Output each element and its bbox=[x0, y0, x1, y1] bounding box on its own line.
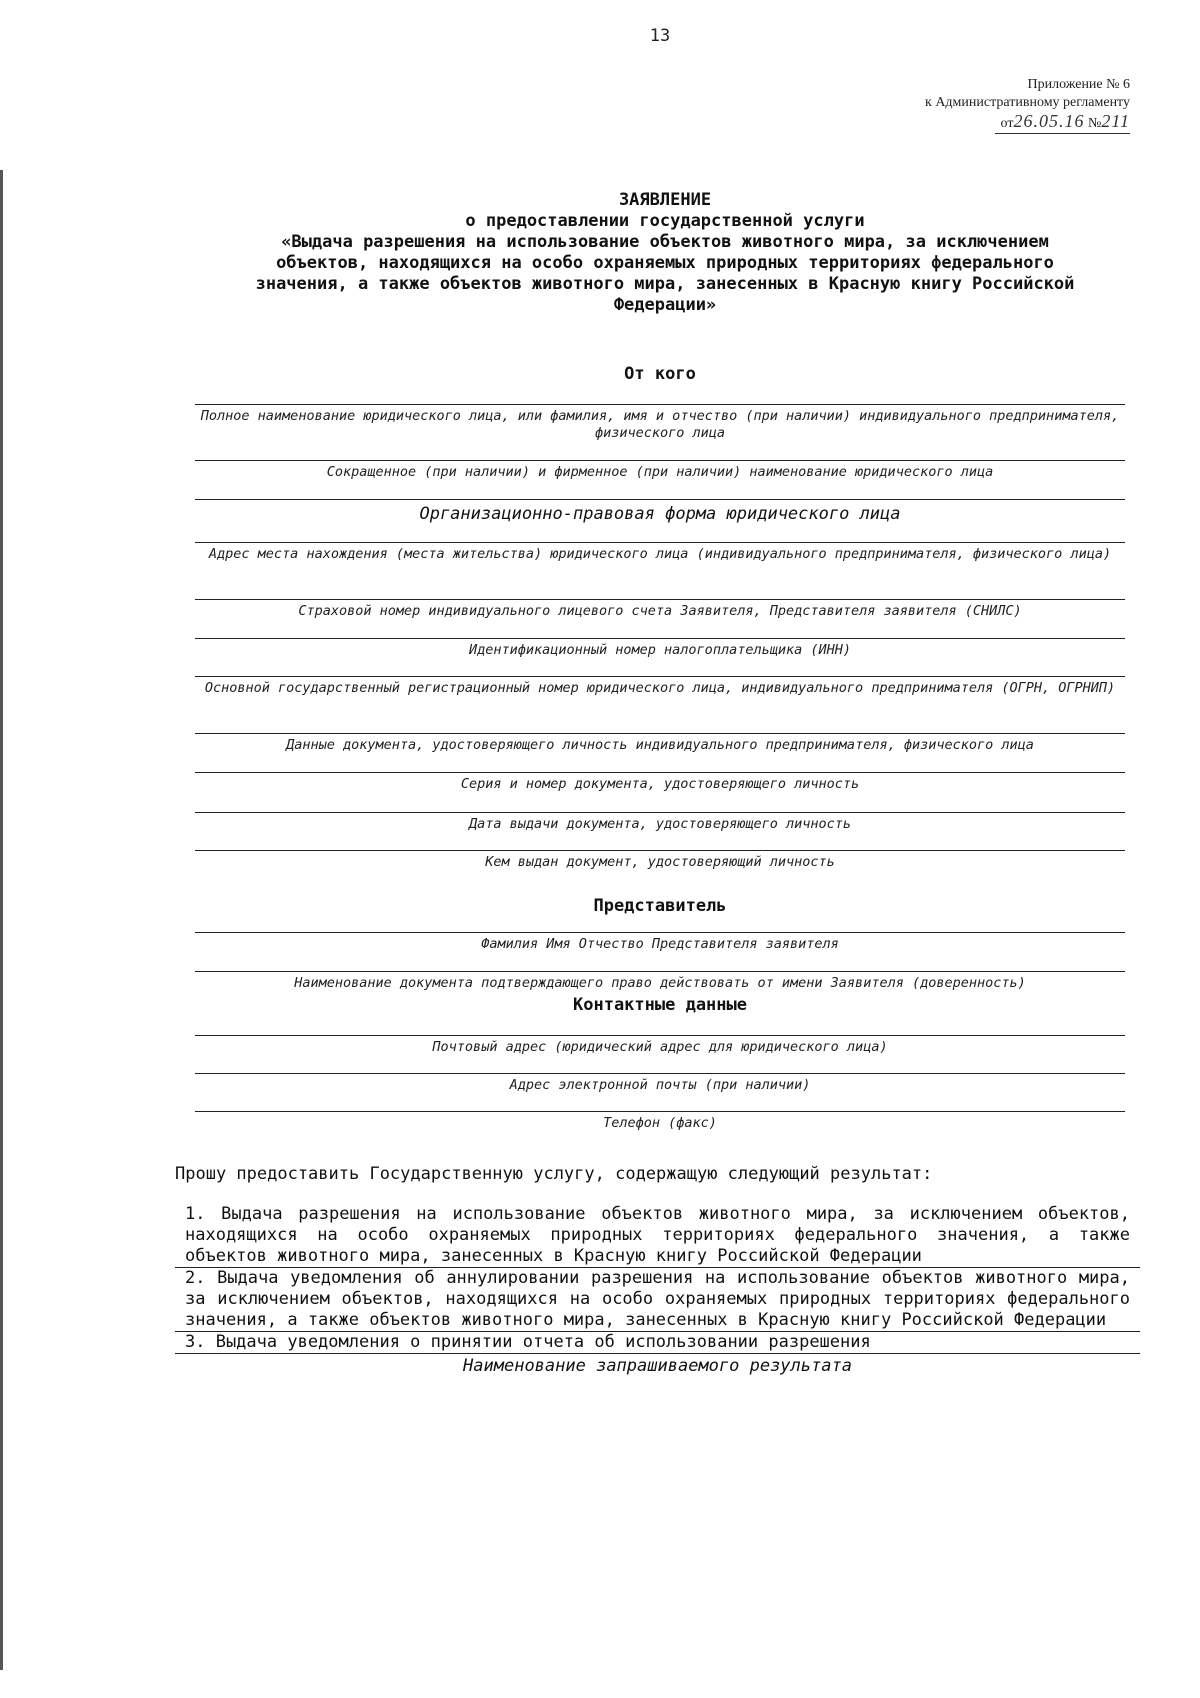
title-line-1: ЗАЯВЛЕНИЕ bbox=[618, 190, 712, 210]
section-from-heading: От кого bbox=[624, 364, 696, 384]
field-id-document[interactable] bbox=[195, 733, 1125, 754]
results-list bbox=[175, 1204, 1140, 1377]
field-representative-document[interactable] bbox=[195, 971, 1125, 992]
field-postal-address[interactable] bbox=[195, 1035, 1125, 1056]
field-caption: Фамилия Имя Отчество Представителя заявителя bbox=[481, 936, 839, 952]
field-id-issuer[interactable] bbox=[195, 850, 1125, 871]
result-option-1[interactable]: 1. Выдача разрешения на использование объектов животного мира, за исключением объектов, находящихся на особо охраняемых природных территориях федерального значения, а также объектов животного мира, занесенных в Красную книгу Российской Федерации bbox=[175, 1204, 1140, 1268]
field-caption: Идентификационный номер налогоплательщика (ИНН) bbox=[468, 642, 851, 658]
input-line bbox=[195, 971, 1125, 972]
field-caption: Данные документа, удостоверяющего личность индивидуального предпринимателя, физического лица bbox=[286, 737, 1034, 753]
field-caption: Кем выдан документ, удостоверяющий личность bbox=[485, 854, 835, 870]
field-inn[interactable] bbox=[195, 638, 1125, 659]
input-line bbox=[195, 676, 1125, 677]
input-line bbox=[195, 599, 1125, 600]
section-representative-heading: Представитель bbox=[593, 896, 727, 916]
field-id-date[interactable] bbox=[195, 812, 1125, 833]
field-caption: Адрес электронной почты (при наличии) bbox=[509, 1077, 811, 1093]
input-line bbox=[195, 404, 1125, 405]
appendix-date: 26.05.16 bbox=[1013, 111, 1085, 131]
input-line bbox=[195, 499, 1125, 500]
input-line bbox=[195, 850, 1125, 851]
field-representative-name[interactable] bbox=[195, 932, 1125, 953]
results-caption: Наименование запрашиваемого результата bbox=[463, 1356, 852, 1376]
title-line-6: Федерации» bbox=[613, 295, 717, 315]
scan-edge-mark bbox=[0, 170, 3, 1670]
field-id-series[interactable] bbox=[195, 772, 1125, 793]
appendix-block bbox=[730, 76, 1130, 134]
field-caption: Телефон (факс) bbox=[603, 1115, 717, 1131]
section-contacts-heading: Контактные данные bbox=[573, 995, 747, 1015]
appendix-regulation: к Административному регламенту bbox=[925, 95, 1130, 110]
field-caption: Страховой номер индивидуального лицевого счета Заявителя, Представителя заявителя (СНИЛС) bbox=[298, 603, 1022, 619]
input-line bbox=[195, 638, 1125, 639]
field-ogrn[interactable] bbox=[195, 676, 1125, 697]
title-line-3: «Выдача разрешения на использование объектов животного мира, за исключением bbox=[281, 232, 1049, 252]
appendix-date-line bbox=[730, 112, 1130, 134]
title-line-4: объектов, находящихся на особо охраняемых природных территориях федерального bbox=[276, 253, 1054, 273]
input-line bbox=[195, 542, 1125, 543]
input-line bbox=[195, 733, 1125, 734]
field-caption: Наименование документа подтверждающего право действовать от имени Заявителя (доверенность) bbox=[294, 975, 1026, 991]
result-option-3[interactable]: 3. Выдача уведомления о принятии отчета об использовании разрешения bbox=[175, 1332, 1140, 1354]
field-phone[interactable] bbox=[195, 1111, 1125, 1132]
input-line bbox=[195, 1073, 1125, 1074]
field-short-name[interactable] bbox=[195, 460, 1125, 481]
field-caption: Серия и номер документа, удостоверяющего личность bbox=[460, 776, 860, 792]
field-caption: Дата выдачи документа, удостоверяющего личность bbox=[468, 816, 851, 832]
input-line bbox=[195, 812, 1125, 813]
field-email[interactable] bbox=[195, 1073, 1125, 1094]
input-line bbox=[195, 772, 1125, 773]
field-caption: Почтовый адрес (юридический адрес для юридического лица) bbox=[432, 1039, 888, 1055]
input-line bbox=[195, 460, 1125, 461]
title-line-2: о предоставлении государственной услуги bbox=[465, 211, 865, 231]
input-line bbox=[195, 932, 1125, 933]
field-address[interactable] bbox=[195, 542, 1125, 563]
appendix-number-label: № bbox=[1087, 116, 1102, 131]
field-caption: Полное наименование юридического лица, или фамилия, имя и отчество (при наличии) индивидуального предпринимателя, физического лица bbox=[200, 408, 1120, 441]
appendix-title: Приложение № 6 bbox=[1027, 77, 1130, 92]
appendix-number: 211 bbox=[1101, 111, 1130, 131]
field-caption: Основной государственный регистрационный номер юридического лица, индивидуального предпринимателя (ОГРН, ОГРНИП) bbox=[204, 680, 1116, 696]
title-line-5: значения, а также объектов животного мира, занесенных в Красную книгу Российской bbox=[255, 274, 1075, 294]
request-statement: Прошу предоставить Государственную услугу, содержащую следующий результат: bbox=[175, 1164, 933, 1184]
result-option-2[interactable]: 2. Выдача уведомления об аннулировании разрешения на использование объектов животного мира, за исключением объектов, находящихся на особо охраняемых природных территориях федерального значения, а также объектов животного мира, занесенных в Красную книгу Российской Федерации bbox=[175, 1268, 1140, 1332]
field-snils[interactable] bbox=[195, 599, 1125, 620]
field-caption: Сокращенное (при наличии) и фирменное (при наличии) наименование юридического лица bbox=[326, 464, 994, 480]
field-full-name[interactable] bbox=[195, 404, 1125, 442]
field-caption: Организационно-правовая форма юридического лица bbox=[419, 504, 901, 524]
appendix-date-prefix: от bbox=[1000, 116, 1014, 131]
field-caption: Адрес места нахождения (места жительства) юридического лица (индивидуального предпринимателя, физического лица) bbox=[208, 546, 1112, 562]
input-line bbox=[195, 1111, 1125, 1112]
document-title bbox=[175, 190, 1155, 316]
field-legal-form[interactable] bbox=[195, 499, 1125, 524]
input-line bbox=[195, 1035, 1125, 1036]
page-number: 13 bbox=[649, 26, 671, 46]
